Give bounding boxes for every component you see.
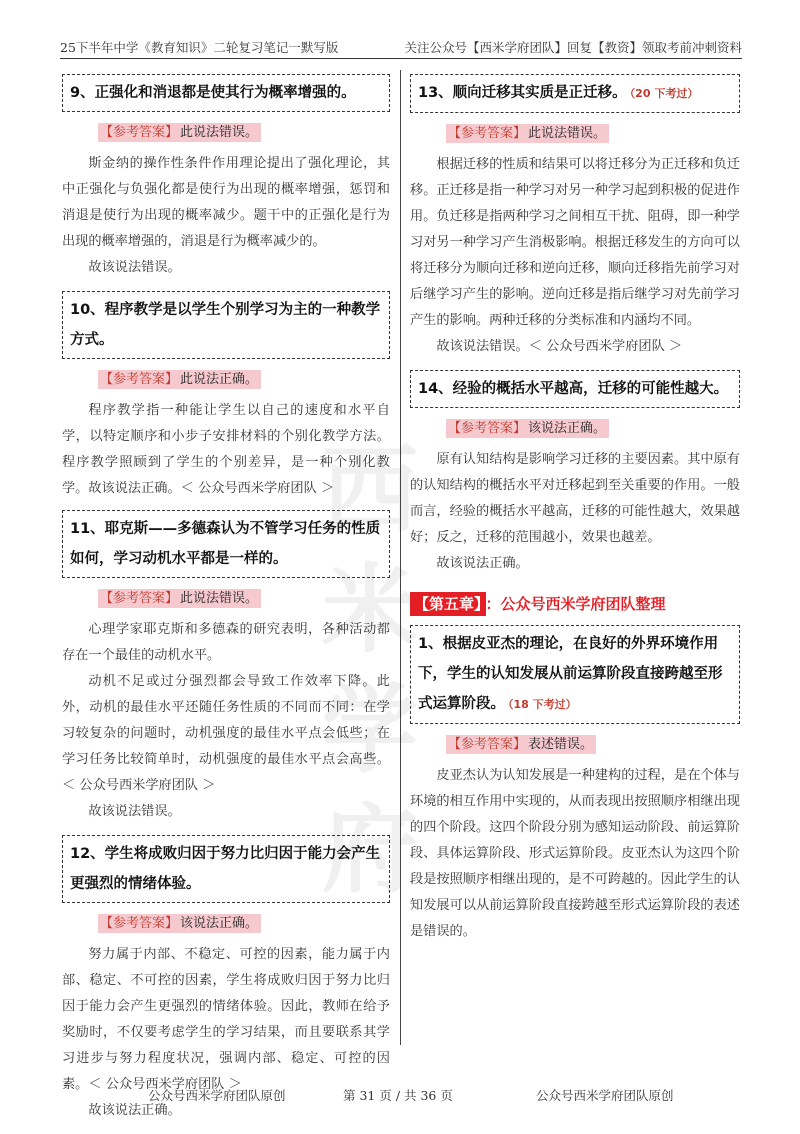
question-box-14 bbox=[410, 370, 740, 408]
answer-verdict: 该说法正确。 bbox=[180, 914, 261, 933]
question-text: 1、根据皮亚杰的理论，在良好的外界环境作用下，学生的认知发展从前运算阶段直接跨越至形式运算阶段。 bbox=[418, 636, 723, 712]
chapter-heading bbox=[410, 591, 740, 617]
header-right-notice: 关注公众号【西米学府团队】回复【教资】领取考前冲刺资料 bbox=[404, 40, 742, 55]
conclusion-line: 故该说法错误。 bbox=[88, 804, 181, 819]
column-divider bbox=[400, 70, 401, 1045]
question-text: 10、程序教学是以学生个别学习为主的一种教学方式。 bbox=[70, 302, 381, 348]
question-text: 14、经验的概括水平越高，迁移的可能性越大。 bbox=[418, 381, 729, 397]
header-left-title: 25下半年中学《教育知识》二轮复习笔记一默写版 bbox=[60, 40, 339, 55]
answer-tag: 【参考答案】 bbox=[100, 916, 179, 931]
question-box-12 bbox=[62, 835, 390, 903]
answer-tag: 【参考答案】 bbox=[448, 126, 527, 141]
answer-verdict: 此说法错误。 bbox=[180, 589, 261, 608]
page-number: 第 31 页 / 共 36 页 bbox=[343, 1088, 453, 1103]
answer-verdict: 表述错误。 bbox=[528, 735, 596, 754]
explanation-paragraph: 斯金纳的操作性条件作用理论提出了强化理论，其中正强化与负强化都是使行为出现的概率增强，惩罚和消退是使行为出现的概率减少。题干中的正强化是行为出现的概率增强的，消退是行为概率减少的。 bbox=[62, 156, 390, 249]
answer-tag: 【参考答案】 bbox=[100, 372, 179, 387]
chapter-tag: 【第五章】 bbox=[410, 592, 486, 616]
answer-verdict: 此说法正确。 bbox=[180, 370, 261, 389]
answer-verdict: 该说法正确。 bbox=[528, 419, 609, 438]
exam-note: （18 下考过） bbox=[508, 698, 577, 711]
conclusion-line: 故该说法错误。 bbox=[88, 260, 181, 275]
chapter-text: ：公众号西米学府团队整理 bbox=[485, 595, 666, 613]
page-footer bbox=[0, 1086, 800, 1106]
explanation-paragraph: 努力属于内部、不稳定、可控的因素，能力属于内部、稳定、不可控的因素，学生将成败归因于努力比归因于能力会产生更强烈的情绪体验。因此，教师在给予奖励时，不仅要考虑学生的学习结果，而且要联系其学习进步与努力程度状况，强调内部、稳定、可控的因素。＜ 公众号西米学府团队 ＞ bbox=[62, 947, 390, 1092]
explanation-paragraph: 心理学家耶克斯和多德森的研究表明，各种活动都存在一个最佳的动机水平。 bbox=[62, 622, 390, 663]
answer-line-9 bbox=[98, 121, 390, 145]
page-header bbox=[60, 36, 742, 59]
answer-line-11 bbox=[98, 587, 390, 611]
explanation-paragraph: 原有认知结构是影响学习迁移的主要因素。其中原有的认知结构的概括水平对迁移起到至关重要的作用。一般而言，经验的概括水平越高，迁移的可能性越大，效果越好；反之，迁移的范围越小，效果也越差。 bbox=[410, 452, 740, 545]
explanation-paragraph: 动机不足或过分强烈都会导致工作效率下降。此外，动机的最佳水平还随任务性质的不同而不同：在学习较复杂的问题时，动机强度的最佳水平点会低些；在学习任务比较简单时，动机强度的最佳水平点会高些。＜ 公众号西米学府团队 ＞ bbox=[62, 674, 390, 793]
question-text: 9、正强化和消退都是使其行为概率增强的。 bbox=[70, 85, 356, 101]
answer-tag: 【参考答案】 bbox=[448, 737, 527, 752]
question-box-11 bbox=[62, 510, 390, 578]
watermark: 西米学府 bbox=[322, 434, 418, 906]
answer-line-ch5-1 bbox=[446, 733, 740, 757]
question-box-9 bbox=[62, 74, 390, 112]
answer-line-13 bbox=[446, 122, 740, 146]
conclusion-line: 故该说法正确。 bbox=[436, 556, 529, 571]
explanation-paragraph: 皮亚杰认为认知发展是一种建构的过程，是在个体与环境的相互作用中实现的，从而表现出按照顺序相继出现的四个阶段。这四个阶段分别为感知运动阶段、前运算阶段、具体运算阶段、形式运算阶段。皮亚杰认为这四个阶段是按照顺序相继出现的，是不可跨越的。因此学生的认知发展可以从前运算阶段直接跨越至形式运算阶段的表述是错误的。 bbox=[410, 768, 740, 939]
answer-line-10 bbox=[98, 368, 390, 392]
right-column bbox=[410, 72, 740, 945]
left-column bbox=[62, 72, 390, 1134]
answer-line-14 bbox=[446, 417, 740, 441]
answer-tag: 【参考答案】 bbox=[100, 125, 179, 140]
footer-left: 公众号西米学府团队原创 bbox=[148, 1088, 286, 1103]
question-box-10 bbox=[62, 291, 390, 359]
question-text: 12、学生将成败归因于努力比归因于能力会产生更强烈的情绪体验。 bbox=[70, 846, 381, 892]
conclusion-line: 故该说法正确。 bbox=[88, 1103, 181, 1118]
explanation-paragraph: 根据迁移的性质和结果可以将迁移分为正迁移和负迁移。正迁移是指一种学习对另一种学习起到积极的促进作用。负迁移是指两种学习之间相互干扰、阻碍，即一种学习对另一种学习产生消极影响。根据迁移发生的方向可以将迁移分为顺向迁移和逆向迁移，顺向迁移指先前学习对后继学习产生的影响。逆向迁移是指后继学习对先前学习产生的影响。两种迁移的分类标准和内涵均不同。 bbox=[410, 157, 740, 328]
answer-verdict: 此说法错误。 bbox=[528, 124, 609, 143]
question-box-13 bbox=[410, 74, 740, 113]
question-text: 11、耶克斯——多德森认为不管学习任务的性质如何，学习动机水平都是一样的。 bbox=[70, 521, 381, 567]
question-text: 13、顺向迁移其实质是正迁移。 bbox=[418, 85, 627, 101]
conclusion-line: 故该说法错误。＜ 公众号西米学府团队 ＞ bbox=[436, 339, 683, 354]
answer-tag: 【参考答案】 bbox=[448, 421, 527, 436]
answer-verdict: 此说法错误。 bbox=[180, 123, 261, 142]
explanation-paragraph: 程序教学指一种能让学生以自己的速度和水平自学，以特定顺序和小步子安排材料的个别化教学方法。程序教学照顾到了学生的个别差异，是一种个别化教学。故该说法正确。＜ 公众号西米学府团队 ＞ bbox=[62, 403, 390, 496]
answer-line-12 bbox=[98, 912, 390, 936]
question-box-ch5-1 bbox=[410, 625, 740, 724]
footer-right: 公众号西米学府团队原创 bbox=[536, 1088, 674, 1103]
answer-tag: 【参考答案】 bbox=[100, 591, 179, 606]
exam-note: （20 下考过） bbox=[629, 87, 699, 100]
